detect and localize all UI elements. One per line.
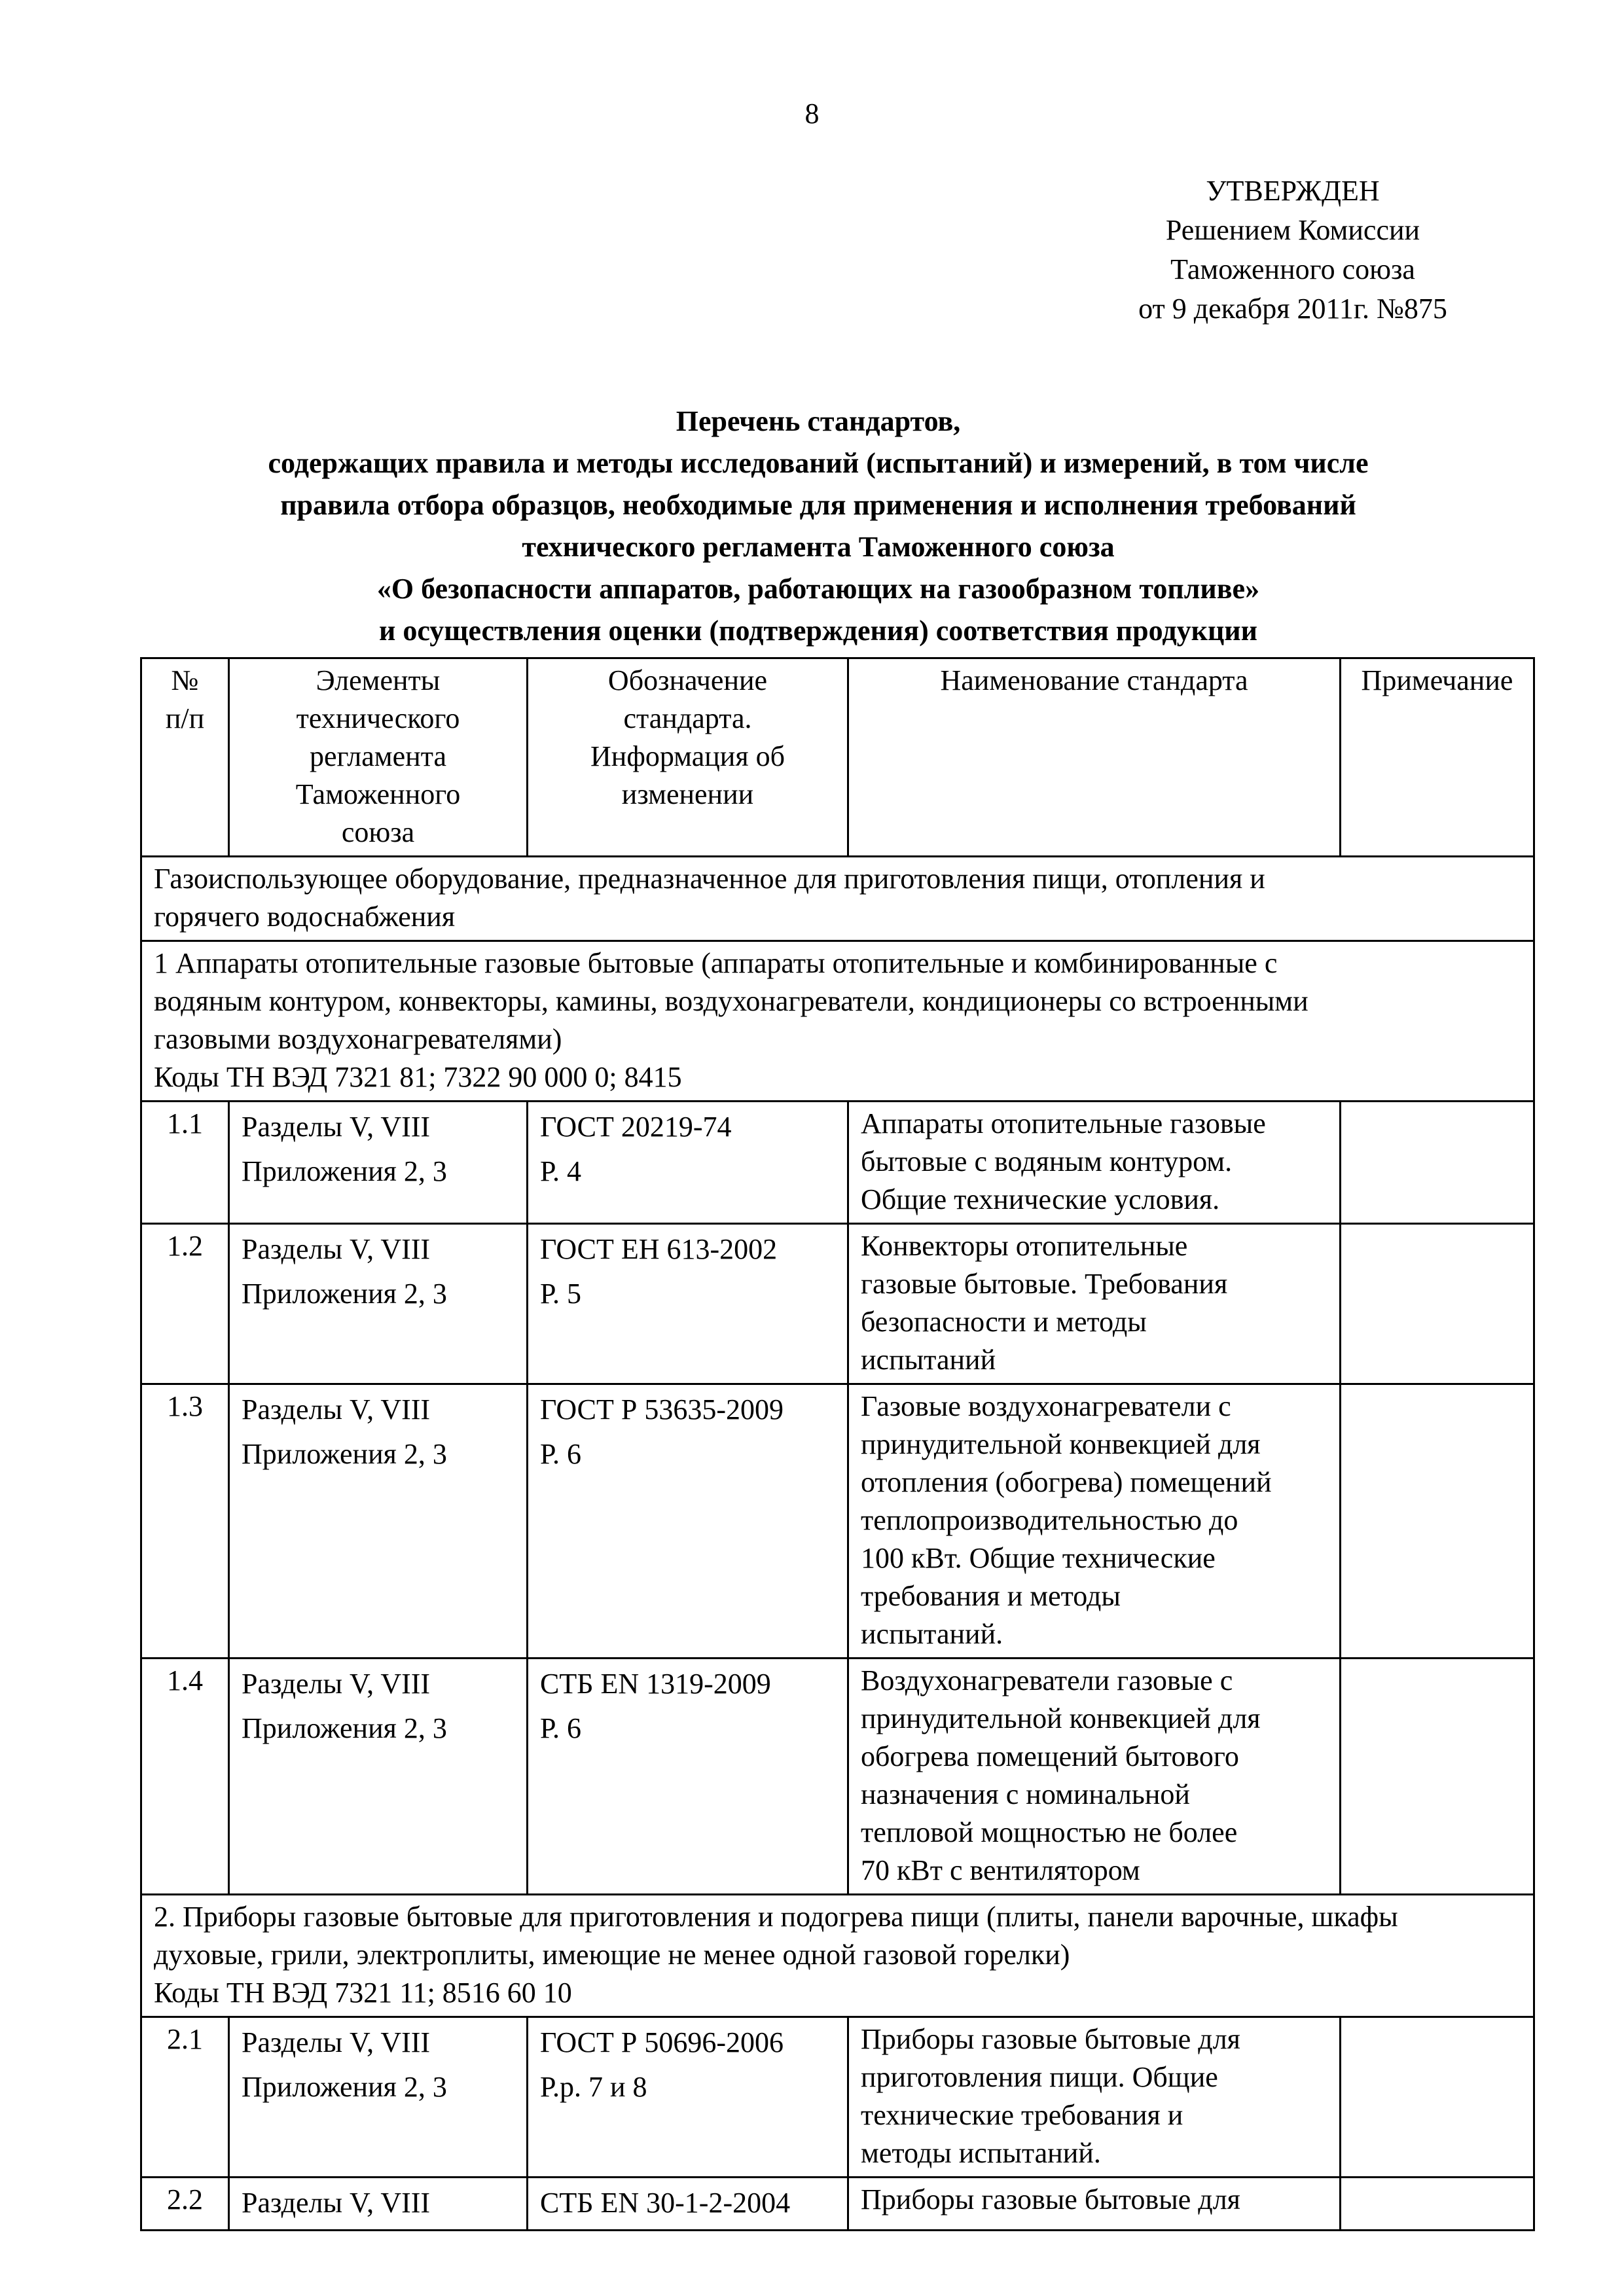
row-elements xyxy=(229,1102,528,1224)
row-number-line: 1.2 xyxy=(167,1230,203,1262)
row-note xyxy=(1341,1102,1534,1224)
header-designation-line: изменении xyxy=(621,778,754,810)
title-line: и осуществления оценки (подтверждения) соответствия продукции xyxy=(379,615,1257,647)
group-heading xyxy=(141,1895,1534,2017)
title-line: технического регламента Таможенного союза xyxy=(522,531,1115,563)
row-standard-name-line: 70 кВт с вентилятором xyxy=(861,1854,1140,1886)
row-number xyxy=(141,1659,229,1895)
approval-line: от 9 декабря 2011г. №875 xyxy=(1138,293,1447,325)
group-heading-line: 1 Аппараты отопительные газовые бытовые (аппараты отопительные и комбинированные с xyxy=(154,947,1278,979)
row-number xyxy=(141,2017,229,2178)
row-designation xyxy=(528,1659,848,1895)
row-standard-name-line: назначения с номинальной xyxy=(861,1778,1190,1810)
row-note xyxy=(1341,1384,1534,1659)
document-title xyxy=(151,401,1486,652)
header-num-line: п/п xyxy=(165,702,205,734)
row-elements xyxy=(229,1384,528,1659)
row-number xyxy=(141,1384,229,1659)
row-elements-line: Разделы V, VIII xyxy=(242,2187,431,2219)
row-standard-name-line: теплопроизводительностью до xyxy=(861,1504,1238,1536)
row-designation-line: Р. 6 xyxy=(540,1712,581,1744)
row-elements-line: Приложения 2, 3 xyxy=(242,1438,447,1470)
row-standard-name-line: бытовые с водяным контуром. xyxy=(861,1145,1233,1177)
row-standard-name-line: технические требования и xyxy=(861,2099,1183,2131)
row-standard-name-line: Конвекторы отопительные xyxy=(861,1230,1188,1262)
header-num xyxy=(141,658,229,857)
table-row xyxy=(141,1384,1534,1659)
title-line: Перечень стандартов, xyxy=(676,405,961,437)
header-elements xyxy=(229,658,528,857)
table-header-row xyxy=(141,658,1534,857)
row-standard-name-line: испытаний xyxy=(861,1344,996,1376)
row-elements xyxy=(229,1659,528,1895)
title-line: правила отбора образцов, необходимые для применения и исполнения требований xyxy=(280,489,1356,521)
row-designation-line: ГОСТ Р 50696-2006 xyxy=(540,2026,784,2058)
row-elements-line: Приложения 2, 3 xyxy=(242,1712,447,1744)
row-number-line: 1.3 xyxy=(167,1390,203,1422)
group-heading-line: Коды ТН ВЭД 7321 81; 7322 90 000 0; 8415 xyxy=(154,1061,682,1093)
header-designation-line: стандарта. xyxy=(623,702,752,734)
section-heading-line: Газоиспользующее оборудование, предназначенное для приготовления пищи, отопления и xyxy=(154,863,1265,895)
section-heading-row xyxy=(141,857,1534,941)
row-standard-name-line: безопасности и методы xyxy=(861,1306,1147,1338)
section-heading-line: горячего водоснабжения xyxy=(154,901,456,933)
approval-line: Решением Комиссии xyxy=(1165,214,1420,246)
row-elements-line: Разделы V, VIII xyxy=(242,1668,431,1700)
approval-line: УТВЕРЖДЕН xyxy=(1206,175,1380,207)
table-row xyxy=(141,1659,1534,1895)
group-heading-line: водяным контуром, конвекторы, камины, воздухонагреватели, кондиционеры со встроенными xyxy=(154,985,1308,1017)
table-row xyxy=(141,2017,1534,2178)
row-standard-name xyxy=(848,1102,1341,1224)
row-standard-name-line: Общие технические условия. xyxy=(861,1183,1220,1215)
row-standard-name-line: методы испытаний. xyxy=(861,2137,1101,2169)
row-elements-line: Разделы V, VIII xyxy=(242,1233,431,1265)
row-note xyxy=(1341,2178,1534,2231)
title-line: содержащих правила и методы исследований (испытаний) и измерений, в том числе xyxy=(268,447,1369,479)
row-standard-name-line: газовые бытовые. Требования xyxy=(861,1268,1228,1300)
row-standard-name-line: обогрева помещений бытового xyxy=(861,1740,1239,1772)
row-designation-line: Р.р. 7 и 8 xyxy=(540,2071,647,2103)
row-standard-name-line: Газовые воздухонагреватели с xyxy=(861,1390,1231,1422)
row-number xyxy=(141,1102,229,1224)
header-elements-line: технического xyxy=(296,702,460,734)
header-designation-line: Обозначение xyxy=(607,664,768,696)
group-heading xyxy=(141,941,1534,1102)
row-number-line: 2.1 xyxy=(167,2023,203,2055)
row-designation-line: ГОСТ 20219-74 xyxy=(540,1111,732,1143)
row-note xyxy=(1341,2017,1534,2178)
row-number-line: 1.1 xyxy=(167,1107,203,1139)
title-line: «О безопасности аппаратов, работающих на газообразном топливе» xyxy=(376,573,1260,605)
row-standard-name-line: Аппараты отопительные газовые xyxy=(861,1107,1266,1139)
row-elements xyxy=(229,2017,528,2178)
header-elements-line: Элементы xyxy=(316,664,441,696)
row-elements-line: Приложения 2, 3 xyxy=(242,2071,447,2103)
group-heading-line: духовые, грили, электроплиты, имеющие не менее одной газовой горелки) xyxy=(154,1939,1070,1971)
row-standard-name-line: отопления (обогрева) помещений xyxy=(861,1466,1272,1498)
row-standard-name-line: Воздухонагреватели газовые с xyxy=(861,1664,1233,1696)
row-designation-line: Р. 6 xyxy=(540,1438,581,1470)
row-number xyxy=(141,1224,229,1384)
row-standard-name xyxy=(848,1659,1341,1895)
row-designation xyxy=(528,2178,848,2231)
row-elements-line: Разделы V, VIII xyxy=(242,1393,431,1426)
row-designation-line: ГОСТ Р 53635-2009 xyxy=(540,1393,784,1426)
row-elements xyxy=(229,1224,528,1384)
row-standard-name-line: приготовления пищи. Общие xyxy=(861,2061,1218,2093)
row-designation xyxy=(528,1224,848,1384)
header-designation xyxy=(528,658,848,857)
row-standard-name xyxy=(848,1224,1341,1384)
page-number: 8 xyxy=(804,98,820,130)
table-body xyxy=(141,658,1534,2231)
row-designation-line: СТБ EN 30-1-2-2004 xyxy=(540,2187,791,2219)
approval-line: Таможенного союза xyxy=(1170,253,1415,285)
table-row xyxy=(141,1102,1534,1224)
row-designation xyxy=(528,1384,848,1659)
row-note xyxy=(1341,1224,1534,1384)
group-heading-line: 2. Приборы газовые бытовые для приготовления и подогрева пищи (плиты, панели варочные, шкафы xyxy=(154,1901,1398,1933)
row-standard-name-line: Приборы газовые бытовые для xyxy=(861,2183,1240,2215)
group-heading-row xyxy=(141,1895,1534,2017)
section-heading xyxy=(141,857,1534,941)
row-designation xyxy=(528,2017,848,2178)
header-name-line: Наименование стандарта xyxy=(940,664,1248,696)
row-standard-name xyxy=(848,1384,1341,1659)
header-name xyxy=(848,658,1341,857)
row-standard-name-line: тепловой мощностью не более xyxy=(861,1816,1238,1848)
row-standard-name-line: принудительной конвекцией для xyxy=(861,1428,1261,1460)
row-designation-line: Р. 5 xyxy=(540,1278,581,1310)
row-designation xyxy=(528,1102,848,1224)
row-number xyxy=(141,2178,229,2231)
row-elements-line: Разделы V, VIII xyxy=(242,1111,431,1143)
row-number-line: 2.2 xyxy=(167,2183,203,2215)
header-num-line: № xyxy=(171,664,199,696)
row-designation-line: ГОСТ ЕН 613-2002 xyxy=(540,1233,778,1265)
group-heading-line: Коды ТН ВЭД 7321 11; 8516 60 10 xyxy=(154,1977,572,2009)
table-row xyxy=(141,1224,1534,1384)
header-designation-line: Информация об xyxy=(590,740,785,772)
approval-stamp xyxy=(1074,171,1512,329)
row-designation-line: Р. 4 xyxy=(540,1155,581,1187)
header-note xyxy=(1341,658,1534,857)
group-heading-row xyxy=(141,941,1534,1102)
header-elements-line: Таможенного xyxy=(295,778,461,810)
row-standard-name-line: 100 кВт. Общие технические xyxy=(861,1542,1216,1574)
row-standard-name xyxy=(848,2017,1341,2178)
row-elements-line: Приложения 2, 3 xyxy=(242,1278,447,1310)
row-elements-line: Приложения 2, 3 xyxy=(242,1155,447,1187)
row-standard-name xyxy=(848,2178,1341,2231)
group-heading-line: газовыми воздухонагревателями) xyxy=(154,1023,562,1055)
standards-table xyxy=(140,657,1535,2231)
row-standard-name-line: Приборы газовые бытовые для xyxy=(861,2023,1240,2055)
row-number-line: 1.4 xyxy=(167,1664,203,1696)
table-row xyxy=(141,2178,1534,2231)
row-designation-line: СТБ EN 1319-2009 xyxy=(540,1668,771,1700)
header-elements-line: регламента xyxy=(309,740,447,772)
header-note-line: Примечание xyxy=(1361,664,1513,696)
row-elements xyxy=(229,2178,528,2231)
row-standard-name-line: требования и методы xyxy=(861,1580,1121,1612)
row-elements-line: Разделы V, VIII xyxy=(242,2026,431,2058)
row-standard-name-line: принудительной конвекцией для xyxy=(861,1702,1261,1734)
header-elements-line: союза xyxy=(341,816,415,848)
row-note xyxy=(1341,1659,1534,1895)
row-standard-name-line: испытаний. xyxy=(861,1618,1003,1650)
